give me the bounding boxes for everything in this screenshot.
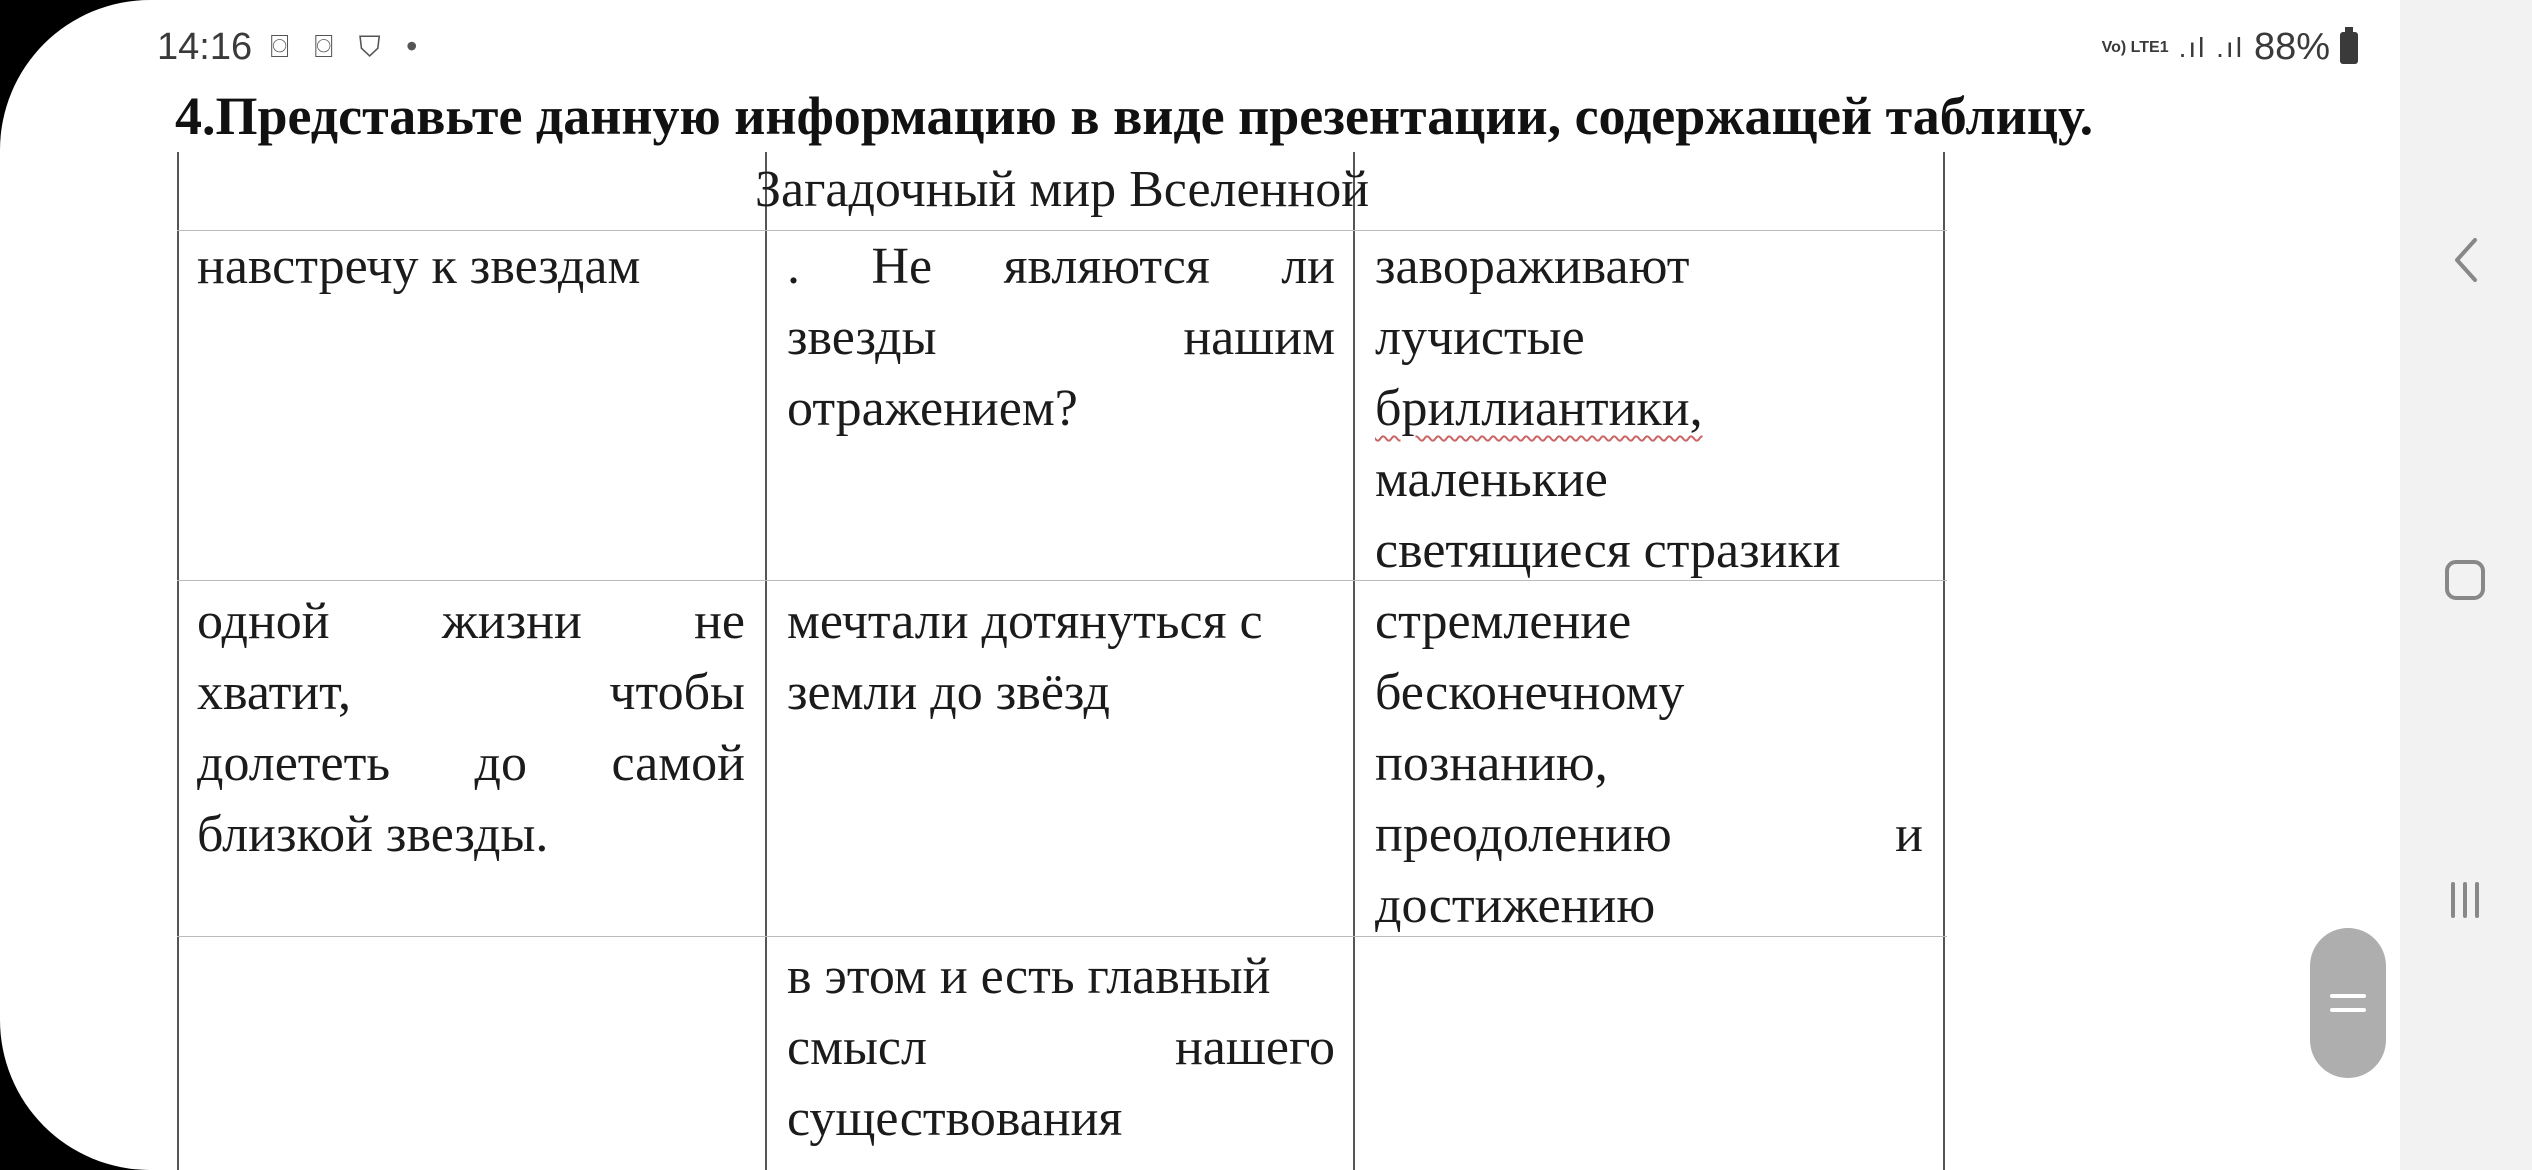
home-button[interactable] (2420, 550, 2510, 620)
table-border-right (1943, 152, 1945, 1170)
cell-line: завораживают (1375, 238, 1690, 295)
table-cell-r2c2 (787, 586, 1335, 728)
back-button[interactable] (2420, 230, 2510, 300)
table-border-col1 (765, 152, 767, 1170)
table-border-col2 (1353, 152, 1355, 1170)
cell-line: маленькие (1375, 451, 1608, 508)
volte-lte-icon: Vo) LTE1 (2101, 38, 2169, 56)
cell-line: звезды нашим (787, 309, 1335, 366)
battery-percent: 88% (2253, 26, 2330, 68)
table-cell-r1c3 (1375, 231, 1923, 586)
cell-line: одной жизни не (197, 593, 745, 650)
cell-line: отражением? (787, 380, 1078, 437)
cell-line: долететь до самой (197, 735, 745, 792)
notification-icons: ⌼ ⌼ ⛉ • (270, 28, 426, 64)
status-time: 14:16 (157, 26, 253, 68)
cell-line: смысл нашего (787, 1019, 1335, 1076)
table-title: Загадочный мир Вселенной (754, 161, 1370, 218)
cell-line: в этом и есть главный (787, 948, 1271, 1005)
handle-line (2330, 1008, 2366, 1012)
cell-line: земли до звёзд (787, 664, 1110, 721)
cell-line: . Не являются ли (787, 238, 1335, 295)
table-cell-r1c2 (787, 231, 1335, 444)
cell-line: существования (787, 1090, 1123, 1147)
cell-line: светящиеся стразики (1375, 522, 1841, 579)
signal-icon: .ıl .ıl (2178, 31, 2244, 63)
cell-line: хватит, чтобы (197, 664, 745, 721)
cell-line: познанию, (1375, 735, 1608, 792)
cell-line: достижению (1375, 877, 1656, 934)
cell-line: лучистые (1375, 309, 1585, 366)
recent-apps-icon (2435, 870, 2495, 930)
cell-line: мечтали дотянуться с (787, 593, 1263, 650)
status-right (2102, 26, 2358, 69)
cell-line: близкой звезды. (197, 806, 549, 863)
document-table (177, 152, 1947, 1170)
cell-line: стремление (1375, 593, 1632, 650)
handle-line (2330, 994, 2366, 998)
battery-icon (2340, 32, 2358, 64)
cell-line-misspelled: бриллиантики, (1375, 380, 1703, 437)
table-cell-r3c2 (787, 941, 1335, 1154)
cell-line: преодолению и (1375, 806, 1923, 863)
recent-apps-button[interactable] (2420, 870, 2510, 940)
cell-line: навстречу к звездам (197, 238, 641, 295)
table-border-left (177, 152, 179, 1170)
document-heading: 4.Представьте данную информацию в виде презентации, содержащей таблицу. (175, 86, 2094, 146)
cell-line: бесконечному (1375, 664, 1685, 721)
home-square-icon (2435, 550, 2495, 610)
edge-panel-handle[interactable] (2310, 928, 2386, 1078)
table-cell-r1c1 (197, 231, 745, 302)
table-cell-r2c1 (197, 586, 745, 870)
back-chevron-icon (2445, 230, 2485, 290)
table-cell-r2c3 (1375, 586, 1923, 941)
